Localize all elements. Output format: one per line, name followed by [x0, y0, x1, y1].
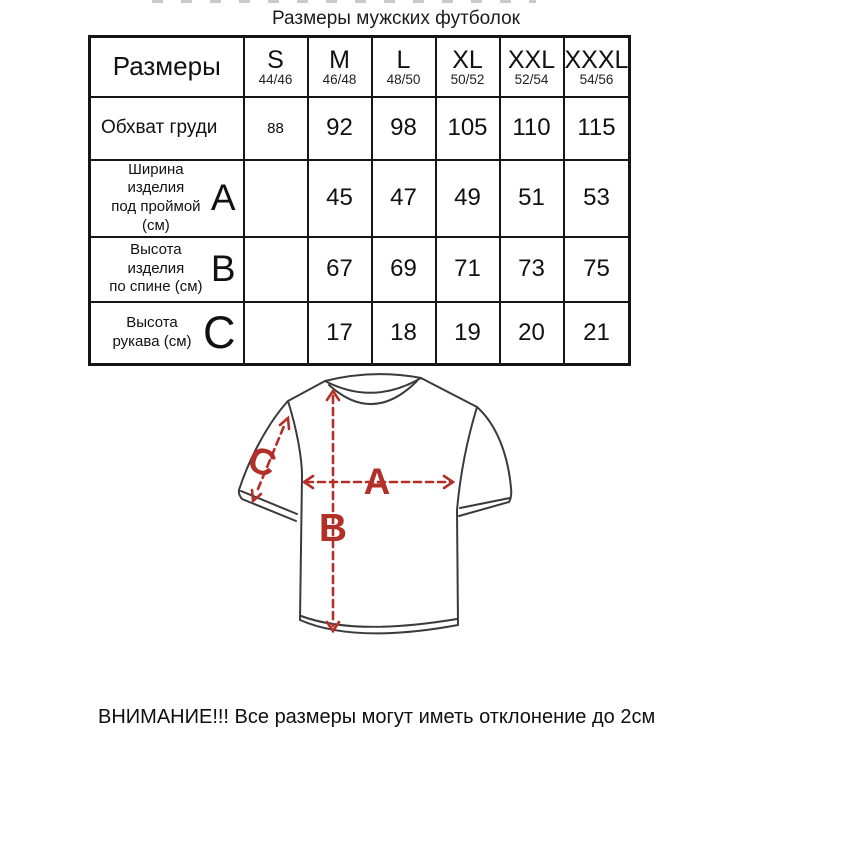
cell-chest-l: 98	[372, 97, 436, 160]
diagram-label-b: B	[318, 507, 348, 550]
cell-width-xxxl: 53	[564, 160, 630, 237]
table-row-sleeve	[90, 302, 630, 365]
cell-sleeve-l: 18	[372, 302, 436, 365]
table-row-height	[90, 237, 630, 302]
cell-width-m: 45	[308, 160, 372, 237]
cell-sleeve-xxxl: 21	[564, 302, 630, 365]
size-label: L	[396, 45, 411, 74]
measure-letter-c: C	[203, 306, 236, 358]
header-corner: Размеры	[90, 37, 244, 97]
row-label-height	[90, 237, 244, 302]
cell-chest-s: 88	[244, 97, 308, 160]
cell-height-xl: 71	[436, 237, 500, 302]
size-range: 54/56	[579, 72, 614, 88]
cell-width-s	[244, 160, 308, 237]
warning-text: ВНИМАНИЕ!!! Все размеры могут иметь отклонение до 2см	[98, 706, 656, 728]
measure-letter-a: A	[210, 177, 236, 219]
label-line2: под проймой (см)	[111, 198, 201, 234]
page-title: Размеры мужских футболок	[272, 8, 520, 29]
cell-width-xxl: 51	[500, 160, 564, 237]
cell-chest-xxl: 110	[500, 97, 564, 160]
size-label: XXXL	[564, 45, 629, 74]
size-range: 44/46	[258, 72, 293, 88]
measure-letter-b: B	[210, 248, 236, 290]
row-label-chest	[90, 97, 244, 160]
label-line2: по спине (см)	[109, 278, 203, 296]
cell-chest-xxxl: 115	[564, 97, 630, 160]
column-header-m	[308, 37, 372, 97]
cell-height-l: 69	[372, 237, 436, 302]
column-header-xl	[436, 37, 500, 97]
table-row-width	[90, 160, 630, 237]
row-label-text	[101, 161, 211, 236]
diagram-label-c: C	[243, 438, 282, 486]
cell-chest-m: 92	[308, 97, 372, 160]
column-header-xxl	[500, 37, 564, 97]
column-header-xxxl	[564, 37, 630, 97]
cell-sleeve-xxl: 20	[500, 302, 564, 365]
table-row-chest	[90, 97, 630, 160]
size-range: 52/54	[514, 72, 549, 88]
body-outline	[288, 374, 477, 633]
tshirt-measurement-diagram	[225, 370, 545, 662]
size-label: XXL	[507, 45, 556, 74]
size-table	[88, 35, 631, 366]
table-header-row	[90, 37, 630, 97]
cropped-text-remnant	[152, 0, 536, 3]
row-label-sleeve	[90, 302, 244, 365]
cell-width-xl: 49	[436, 160, 500, 237]
size-range: 46/48	[322, 72, 357, 88]
size-label: M	[329, 45, 350, 74]
tshirt-diagram-icon	[225, 370, 545, 662]
cell-height-xxxl: 75	[564, 237, 630, 302]
cell-height-s	[244, 237, 308, 302]
cell-height-m: 67	[308, 237, 372, 302]
size-range: 50/52	[450, 72, 485, 88]
size-label: XL	[452, 45, 483, 74]
label-line1: Высота изделия	[127, 240, 185, 277]
row-label-text	[101, 241, 211, 297]
row-label-text: Обхват груди	[101, 117, 218, 139]
cell-width-l: 47	[372, 160, 436, 237]
label-line1: Ширина изделия	[127, 160, 185, 197]
cell-chest-xl: 105	[436, 97, 500, 160]
size-range: 48/50	[386, 72, 421, 88]
cell-sleeve-m: 17	[308, 302, 372, 365]
diagram-label-a: A	[363, 461, 391, 502]
size-label: S	[267, 45, 284, 74]
column-header-l	[372, 37, 436, 97]
cell-sleeve-xl: 19	[436, 302, 500, 365]
column-header-s	[244, 37, 308, 97]
row-label-width	[90, 160, 244, 237]
cell-height-xxl: 73	[500, 237, 564, 302]
row-label-text: Высота рукава (см)	[112, 314, 192, 350]
cell-sleeve-s	[244, 302, 308, 365]
